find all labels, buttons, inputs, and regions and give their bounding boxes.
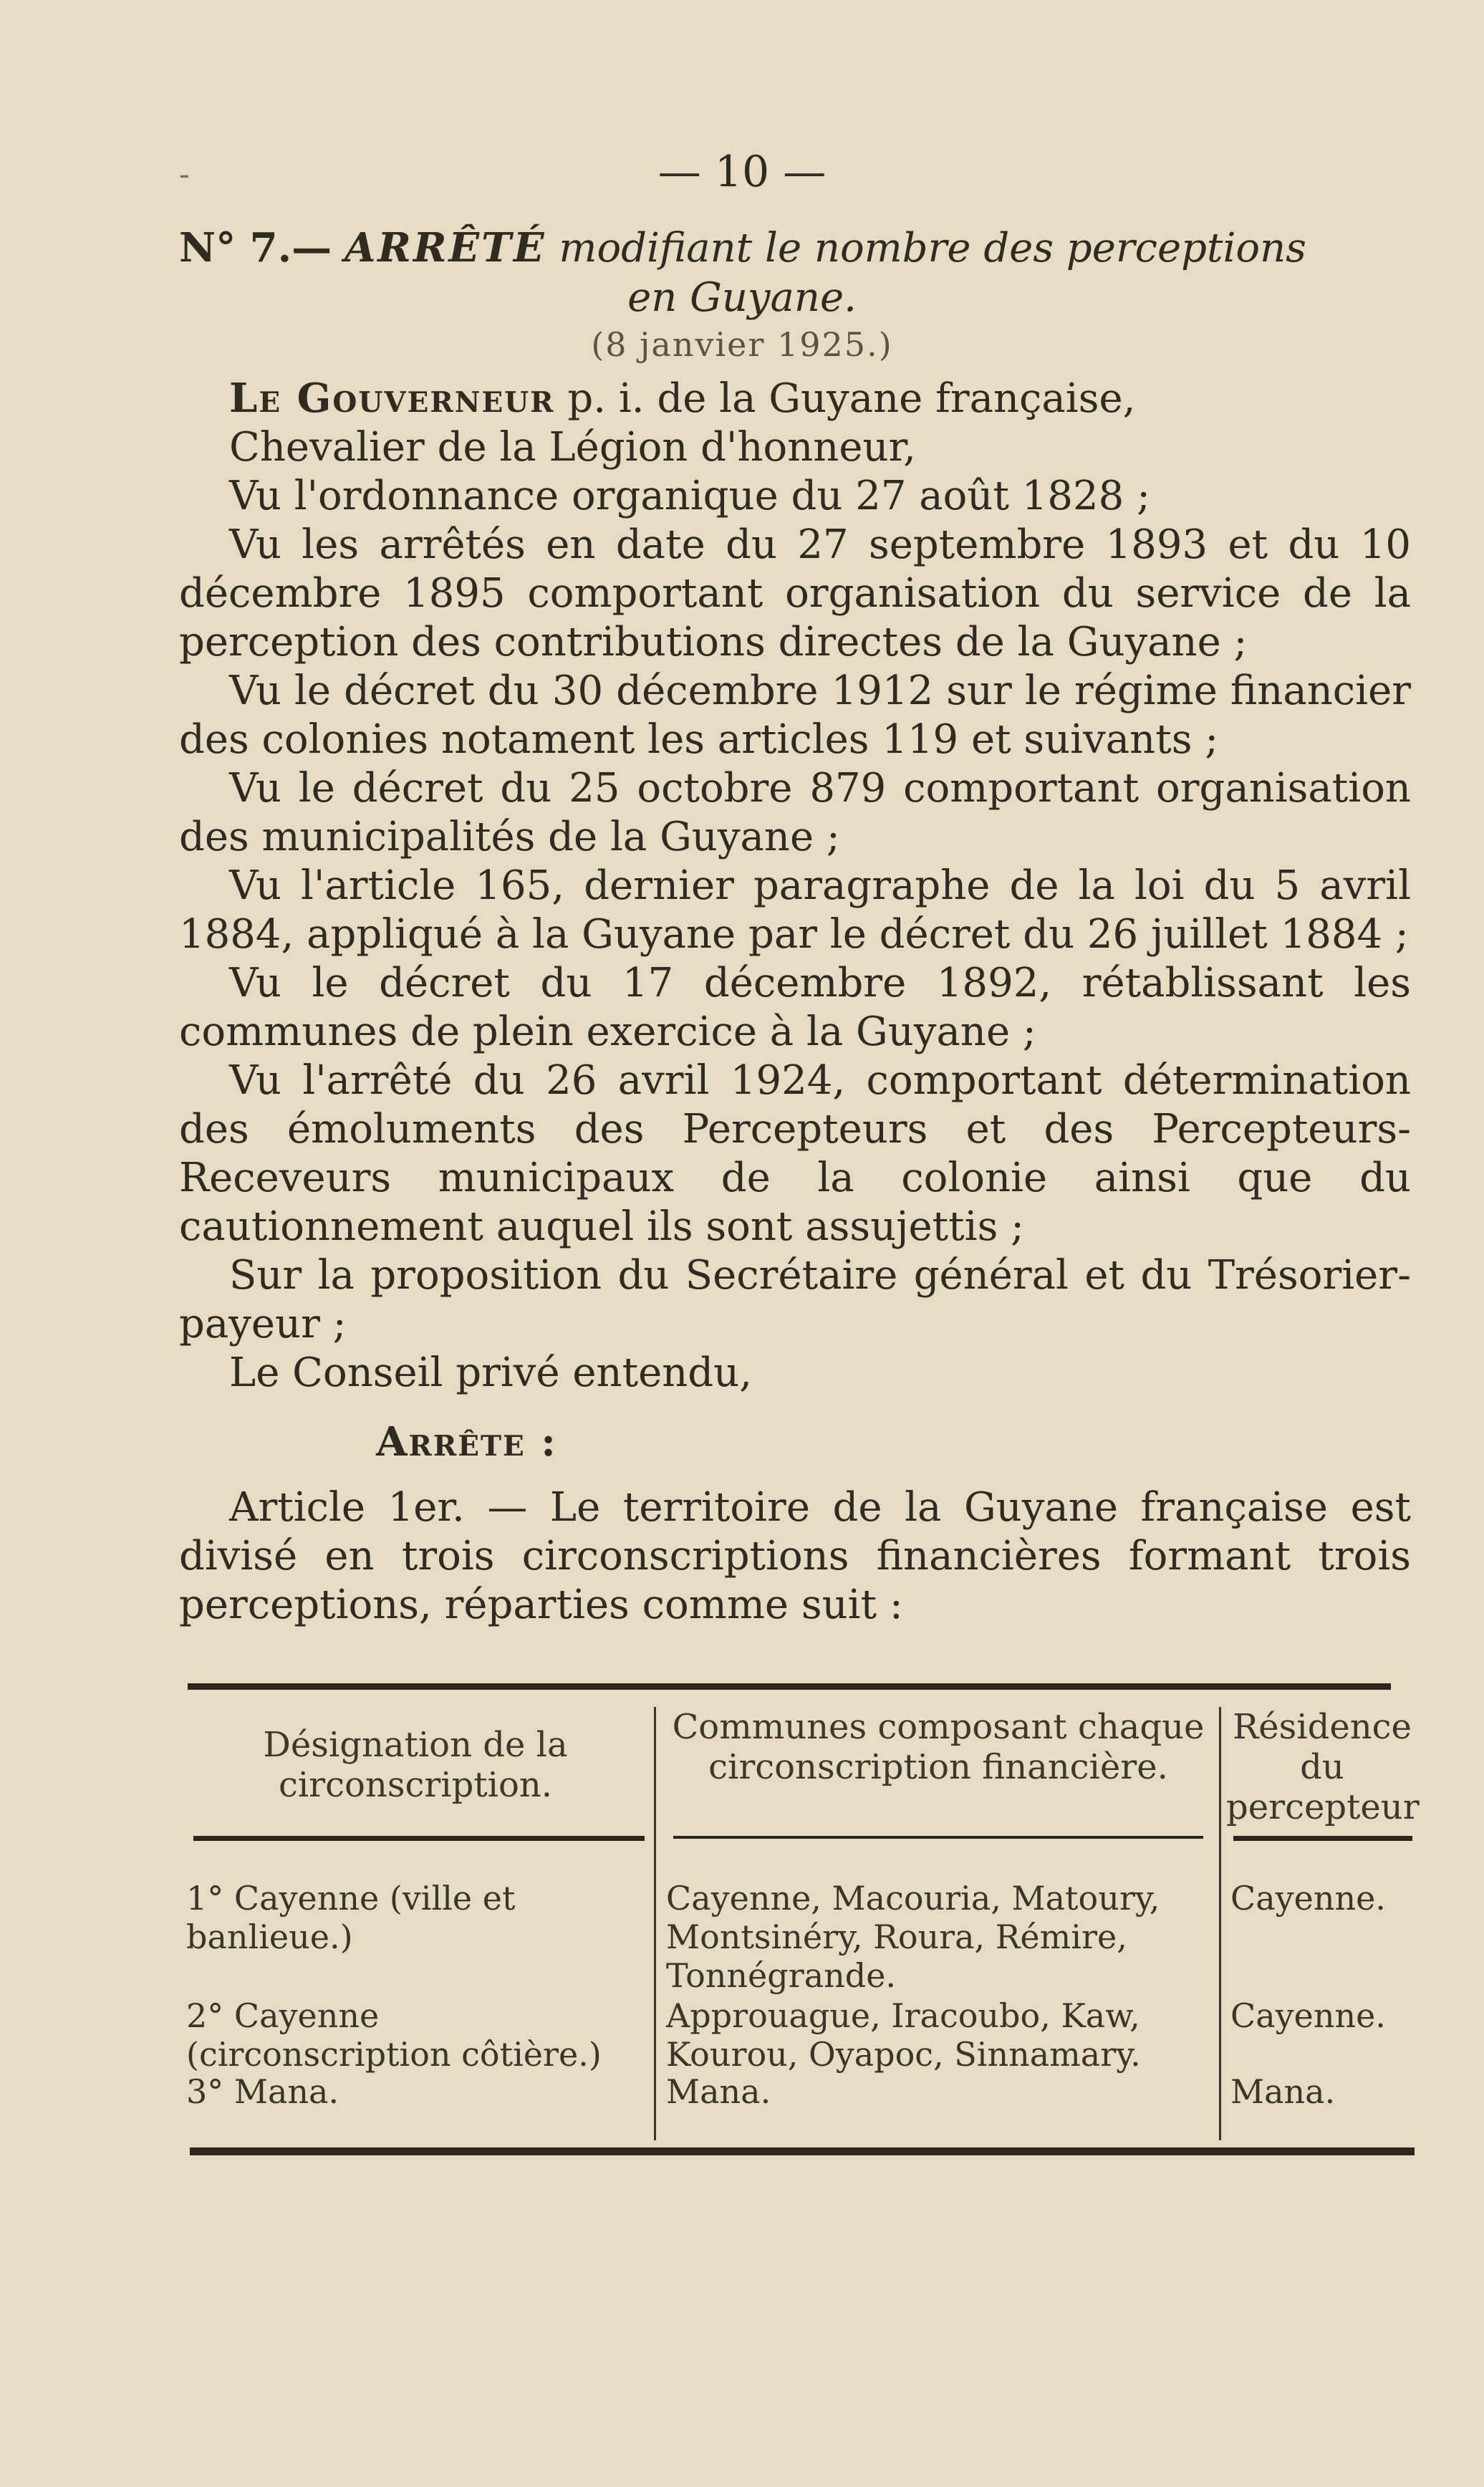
column-divider-2: [1219, 1707, 1221, 2140]
governor-title: Le Gouverneur: [229, 375, 555, 422]
decree-number: N° 7.—: [179, 224, 332, 271]
decree-date: (8 janvier 1925.): [591, 325, 893, 364]
header-communes: Communes composant chaque circonscription financière.: [672, 1707, 1205, 1787]
circonscriptions-table: [186, 1693, 1418, 2144]
row-2-designation: 2° Cayenne (circonscription côtière.): [186, 1996, 602, 2074]
council-heard: Le Conseil privé entendu,: [229, 1350, 752, 1396]
header-residence: Résidence du percepteur: [1226, 1707, 1420, 1827]
considering-arrete-1924: Vu l'arrêté du 26 avril 1924, comportant détermination des émoluments des Percepteurs et des Percepteurs-Receveurs municipaux de la colonie ainsi que du cautionnement auquel ils sont assujettis ;: [179, 1057, 1411, 1250]
considering-decret-octobre: Vu le décret du 25 octobre 879 comportant organisation des municipalités de la Guyane ;: [179, 765, 1411, 860]
row-1-residence: Cayenne.: [1230, 1879, 1386, 1918]
table-top-rule: [188, 1683, 1391, 1690]
preamble-chevalier: Chevalier de la Légion d'honneur,: [229, 424, 916, 471]
row-2-residence: Cayenne.: [1230, 1996, 1386, 2035]
preamble-governor: [179, 374, 1411, 423]
considering-arretes: Vu les arrêtés en date du 27 septembre 1893 et du 10 décembre 1895 comportant organisation du service de la perception des contributions directes de la Guyane ;: [179, 521, 1411, 665]
row-3-residence: Mana.: [1230, 2072, 1336, 2111]
table-bottom-rule: [190, 2147, 1415, 2155]
row-2-communes: Approuague, Iracoubo, Kaw, Kourou, Oyapoc, Sinnamary.: [666, 1996, 1141, 2074]
header-underline-3: [1233, 1836, 1412, 1841]
row-1-designation: 1° Cayenne (ville et banlieue.): [186, 1879, 516, 1956]
row-1-communes: Cayenne, Macouria, Matoury, Montsinéry, Roura, Rémire, Tonnégrande.: [666, 1879, 1160, 1995]
considering-decret-1912: Vu le décret du 30 décembre 1912 sur le régime financier des colonies notament les articles 119 et suivants ;: [179, 668, 1411, 763]
margin-mark: -: [179, 156, 190, 193]
row-3-communes: Mana.: [666, 2072, 771, 2111]
header-underline-2: [673, 1836, 1203, 1839]
page-number: — 10 —: [657, 147, 827, 197]
row-3-designation: 3° Mana.: [186, 2072, 339, 2111]
considering-article-165: Vu l'article 165, dernier paragraphe de la loi du 5 avril 1884, appliqué à la Guyane par le décret du 26 juillet 1884 ;: [179, 862, 1411, 958]
header-underline-1: [193, 1836, 645, 1841]
considering-ordonnance: Vu l'ordonnance organique du 27 août 1828 ;: [229, 473, 1150, 519]
arrete-heading: Arrête :: [376, 1418, 557, 1466]
on-proposal: Sur la proposition du Secrétaire général et du Trésorier-payeur ;: [179, 1252, 1411, 1347]
decree-title-continued: en Guyane.: [627, 274, 857, 321]
column-divider-1: [654, 1707, 656, 2140]
decree-keyword: ARRÊTÉ: [344, 224, 546, 271]
decree-body: [179, 374, 1411, 1630]
considering-decret-1892: Vu le décret du 17 décembre 1892, rétablissant les communes de plein exercice à la Guyane ;: [179, 960, 1411, 1055]
article-1: Article 1er. — Le territoire de la Guyane française est divisé en trois circonscriptions financières formant trois perceptions, réparties comme suit :: [179, 1484, 1411, 1628]
header-designation: Désignation de la circonscription.: [263, 1725, 568, 1805]
governor-rest: p. i. de la Guyane française,: [554, 375, 1136, 422]
decree-title: [179, 223, 1411, 273]
decree-subject: modifiant le nombre des perceptions: [559, 225, 1306, 271]
